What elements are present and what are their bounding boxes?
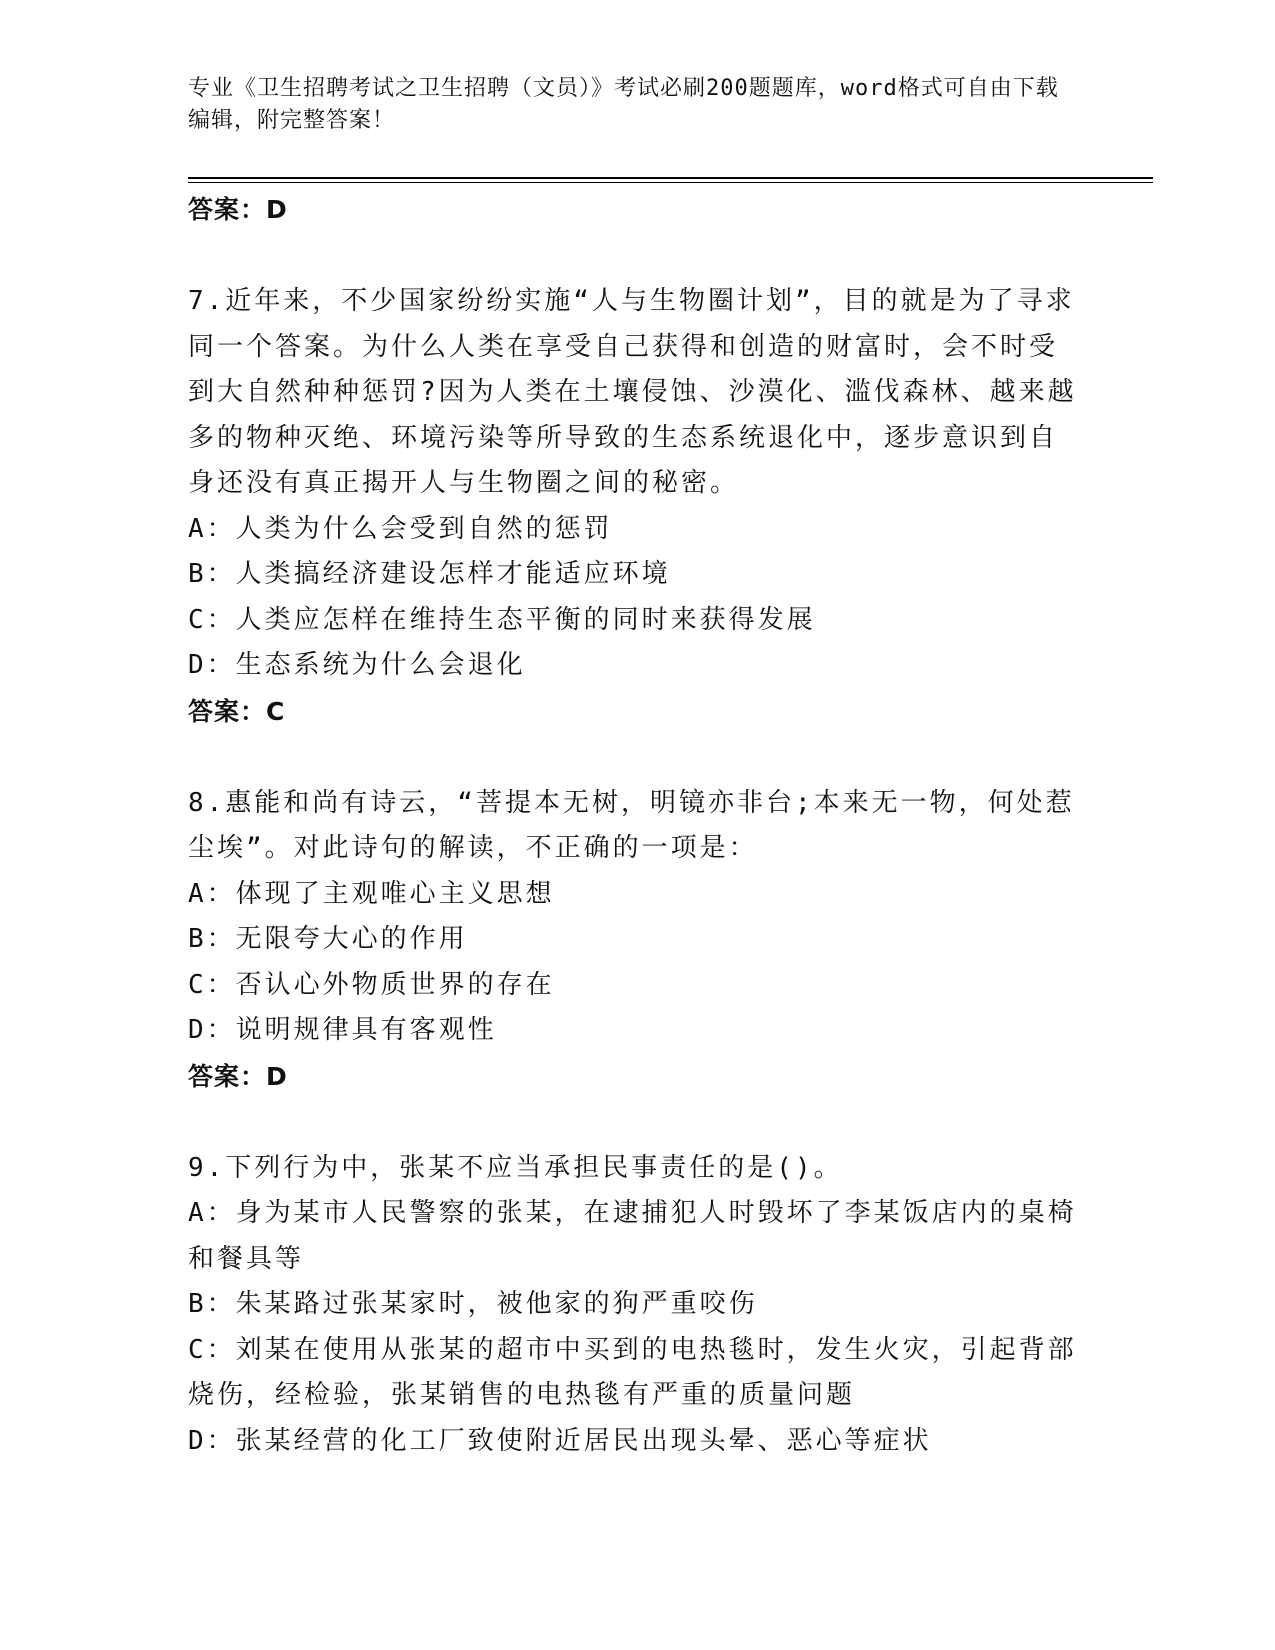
page-header: 专业《卫生招聘考试之卫生招聘（文员）》考试必刷200题题库，word格式可自由下载编辑，附完整答案！ [188,76,1059,133]
option-a: A：体现了主观唯心主义思想 [188,878,555,909]
spacer [188,735,1083,781]
option-b: B：人类搞经济建设怎样才能适应环境 [188,559,671,589]
answer-label: 答案：D [188,1061,288,1091]
question-stem: 7.近年来，不少国家纷纷实施“人与生物圈计划”，目的就是为了寻求同一个答案。为什么人类在享受自己获得和创造的财富时，会不时受到大自然种种惩罚?因为人类在土壤侵蚀、沙漠化、滥伐森林、越来越多的物种灭绝、环境污染等所导致的生态系统退化中，逐步意识到自身还没有真正揭开人与生物圈之间的秘密。 [188,286,1077,498]
question-content [188,187,1083,1464]
header-rule [188,177,1153,179]
answer-label: 答案：D [188,195,288,224]
question-stem: 9.下列行为中，张某不应当承担民事责任的是()。 [188,1152,843,1183]
spacer [188,233,1083,279]
option-b: B：无限夸大心的作用 [188,924,468,954]
option-a: A：人类为什么会受到自然的惩罚 [188,513,613,544]
header-rule-thin [188,182,1153,183]
option-d: D：说明规律具有客观性 [188,1015,497,1045]
option-d: D：张某经营的化工厂致使附近居民出现头晕、恶心等症状 [188,1425,932,1456]
option-d: D：生态系统为什么会退化 [188,650,526,680]
option-c: C：否认心外物质世界的存在 [188,969,555,1000]
option-c: C：刘某在使用从张某的超市中买到的电热毯时，发生火灾，引起背部烧伤，经检验，张某销售的电热毯有严重的质量问题 [188,1334,1077,1410]
spacer [188,1100,1083,1146]
option-a: A：身为某市人民警察的张某，在逮捕犯人时毁坏了李某饭店内的桌椅和餐具等 [188,1198,1077,1274]
question-7 [188,279,1083,735]
option-c: C：人类应怎样在维持生态平衡的同时来获得发展 [188,604,816,635]
question-stem: 8.惠能和尚有诗云，“菩提本无树，明镜亦非台;本来无一物，何处惹尘埃”。对此诗句的解读，不正确的一项是： [188,787,1075,863]
question-8 [188,781,1083,1100]
question-9 [188,1146,1083,1465]
answer-label: 答案：C [188,696,286,726]
option-b: B：朱某路过张某家时，被他家的狗严重咬伤 [188,1289,758,1319]
